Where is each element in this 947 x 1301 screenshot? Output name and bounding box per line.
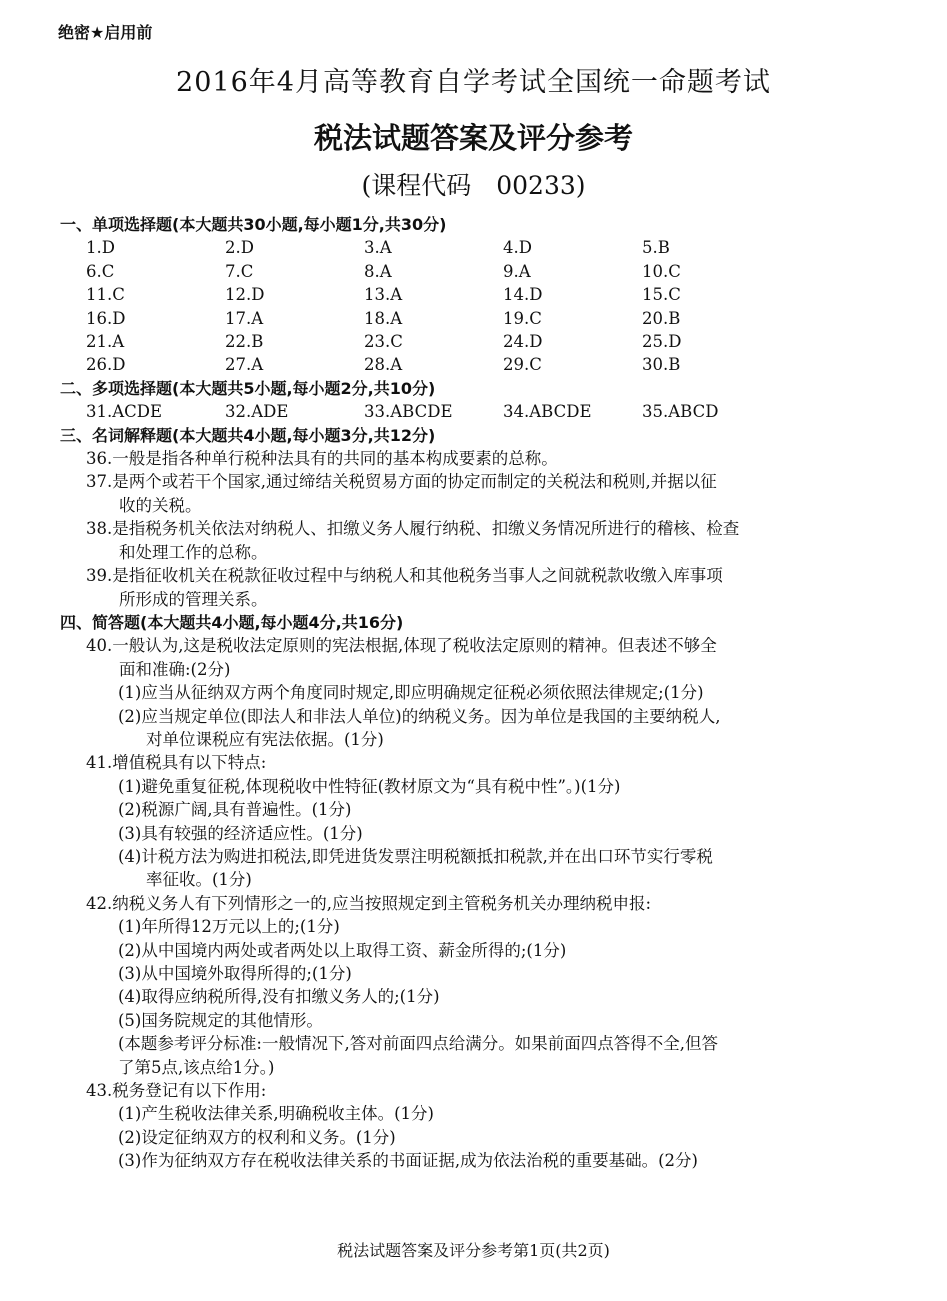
answer-text-continued: 所形成的管理关系。 bbox=[119, 589, 268, 609]
answer-text: (4)计税方法为购进扣税法,即凭进货发票注明税额抵扣税款,并在出口环节实行零税 bbox=[118, 846, 713, 866]
answer-item: 2.D bbox=[225, 238, 254, 258]
answer-text-continued: 面和准确:(2分) bbox=[119, 659, 231, 679]
answer-41-point-1 bbox=[60, 775, 860, 798]
answer-text: 43.税务登记有以下作用: bbox=[86, 1081, 267, 1101]
answer-text: (4)取得应纳税所得,没有扣缴义务人的;(1分) bbox=[118, 987, 440, 1007]
answer-item: 34.ABCDE bbox=[503, 402, 592, 422]
answer-text-continued: 了第5点,该点给1分。) bbox=[118, 1057, 275, 1077]
answer-text: (3)具有较强的经济适应性。(1分) bbox=[118, 823, 363, 843]
answer-41-point-4 bbox=[60, 845, 860, 892]
course-code: (课程代码 00233) bbox=[361, 171, 586, 200]
answer-item: 4.D bbox=[503, 238, 532, 258]
document-title: 税法试题答案及评分参考 bbox=[313, 121, 633, 155]
section-heading-single-choice: 一、单项选择题(本大题共30小题,每小题1分,共30分) bbox=[60, 215, 447, 234]
answer-text: 38.是指税务机关依法对纳税人、扣缴义务人履行纳税、扣缴义务情况所进行的稽核、检查 bbox=[86, 519, 740, 539]
answer-item: 10.C bbox=[642, 261, 681, 281]
answer-text: (2)应当规定单位(即法人和非法人单位)的纳税义务。因为单位是我国的主要纳税人, bbox=[118, 706, 721, 726]
answer-text: 41.增值税具有以下特点: bbox=[86, 753, 267, 773]
answer-item: 16.D bbox=[86, 308, 126, 328]
answer-item: 31.ACDE bbox=[86, 402, 163, 422]
answer-text: (1)避免重复征税,体现税收中性特征(教材原文为“具有税中性”。)(1分) bbox=[118, 776, 621, 796]
answer-item: 14.D bbox=[503, 285, 543, 305]
answer-item: 29.C bbox=[503, 355, 542, 375]
answer-43-point-1 bbox=[60, 1102, 860, 1125]
answer-40-point-2 bbox=[60, 705, 860, 752]
answer-item: 3.A bbox=[364, 238, 392, 258]
answer-item: 23.C bbox=[364, 332, 403, 352]
answer-item: 11.C bbox=[86, 285, 125, 305]
answer-41-point-2 bbox=[60, 798, 860, 821]
answer-item: 17.A bbox=[225, 308, 264, 328]
answer-42-scoring-note bbox=[60, 1032, 860, 1079]
answer-text: (1)产生税收法律关系,明确税收主体。(1分) bbox=[118, 1104, 434, 1124]
answer-39 bbox=[60, 564, 860, 611]
answer-item: 19.C bbox=[503, 308, 542, 328]
answer-text: 39.是指征收机关在税款征收过程中与纳税人和其他税务当事人之间就税款收缴入库事项 bbox=[86, 566, 723, 586]
answer-text: 36.一般是指各种单行税种法具有的共同的基本构成要素的总称。 bbox=[86, 449, 558, 469]
answer-text: (3)作为征纳双方存在税收法律关系的书面证据,成为依法治税的重要基础。(2分) bbox=[118, 1151, 698, 1171]
answer-item: 15.C bbox=[642, 285, 681, 305]
answer-42-point-1 bbox=[60, 915, 860, 938]
answer-item: 22.B bbox=[225, 332, 264, 352]
answer-42-point-5 bbox=[60, 1009, 860, 1032]
exam-title: 2016年4月高等教育自学考试全国统一命题考试 bbox=[176, 67, 771, 98]
answer-text: (2)设定征纳双方的权利和义务。(1分) bbox=[118, 1127, 396, 1147]
answer-37 bbox=[60, 470, 860, 517]
answer-43 bbox=[60, 1079, 860, 1102]
answer-42-point-4 bbox=[60, 985, 860, 1008]
answer-43-point-3 bbox=[60, 1149, 860, 1172]
answer-text-continued: 对单位课税应有宪法依据。(1分) bbox=[146, 729, 384, 749]
answer-text: (1)年所得12万元以上的;(1分) bbox=[118, 917, 340, 937]
answer-item: 5.B bbox=[642, 238, 670, 258]
section-heading-short-answer: 四、简答题(本大题共4小题,每小题4分,共16分) bbox=[60, 612, 404, 632]
answer-text: 40.一般认为,这是税收法定原则的宪法根据,体现了税收法定原则的精神。但表述不够全 bbox=[86, 636, 717, 656]
answer-38 bbox=[60, 517, 860, 564]
answer-item: 1.D bbox=[86, 238, 115, 258]
answer-item: 7.C bbox=[225, 261, 254, 281]
confidential-mark: 绝密★启用前 bbox=[58, 23, 153, 42]
answer-42-point-2 bbox=[60, 939, 860, 962]
answer-item: 28.A bbox=[364, 355, 403, 375]
answer-item: 30.B bbox=[642, 355, 681, 375]
answer-36 bbox=[60, 447, 860, 470]
answer-text-continued: 收的关税。 bbox=[119, 495, 202, 515]
answer-item: 6.C bbox=[86, 261, 115, 281]
answer-text: (1)应当从征纳双方两个角度同时规定,即应明确规定征税必须依照法律规定;(1分) bbox=[118, 683, 704, 703]
answer-40 bbox=[60, 634, 860, 681]
answer-item: 20.B bbox=[642, 308, 681, 328]
answer-43-point-2 bbox=[60, 1126, 860, 1149]
answer-item: 35.ABCD bbox=[642, 402, 719, 422]
answer-42-point-3 bbox=[60, 962, 860, 985]
single-choice-answers bbox=[60, 236, 860, 376]
answer-41-point-3 bbox=[60, 822, 860, 845]
answer-item: 25.D bbox=[642, 332, 682, 352]
answer-text: (2)从中国境内两处或者两处以上取得工资、薪金所得的;(1分) bbox=[118, 940, 567, 960]
answer-text: (2)税源广阔,具有普遍性。(1分) bbox=[118, 800, 352, 820]
answer-text: (3)从中国境外取得所得的;(1分) bbox=[118, 964, 352, 983]
answer-text: 42.纳税义务人有下列情形之一的,应当按照规定到主管税务机关办理纳税申报: bbox=[86, 893, 652, 913]
answer-40-point-1 bbox=[60, 681, 860, 704]
answer-item: 8.A bbox=[364, 261, 392, 281]
answer-text: 37.是两个或若干个国家,通过缔结关税贸易方面的协定而制定的关税法和税则,并据以征 bbox=[86, 472, 717, 492]
answer-content bbox=[60, 213, 860, 1173]
answer-item: 26.D bbox=[86, 355, 126, 375]
answer-item: 32.ADE bbox=[225, 402, 289, 422]
section-heading-multiple-choice: 二、多项选择题(本大题共5小题,每小题2分,共10分) bbox=[60, 378, 436, 398]
section-heading-definitions: 三、名词解释题(本大题共4小题,每小题3分,共12分) bbox=[60, 425, 436, 445]
answer-item: 27.A bbox=[225, 355, 264, 375]
answer-41 bbox=[60, 751, 860, 774]
answer-item: 12.D bbox=[225, 285, 265, 305]
page-footer: 税法试题答案及评分参考第1页(共2页) bbox=[337, 1241, 610, 1260]
answer-text: (5)国务院规定的其他情形。 bbox=[118, 1010, 323, 1030]
answer-text-continued: 率征收。(1分) bbox=[146, 870, 252, 890]
answer-item: 18.A bbox=[364, 308, 403, 328]
answer-item: 21.A bbox=[86, 332, 125, 352]
multiple-choice-answers bbox=[60, 400, 860, 423]
answer-item: 24.D bbox=[503, 332, 543, 352]
answer-item: 13.A bbox=[364, 285, 403, 305]
answer-item: 33.ABCDE bbox=[364, 402, 453, 422]
answer-text: (本题参考评分标准:一般情况下,答对前面四点给满分。如果前面四点答得不全,但答 bbox=[118, 1034, 718, 1054]
answer-42 bbox=[60, 892, 860, 915]
answer-item: 9.A bbox=[503, 261, 531, 281]
answer-text-continued: 和处理工作的总称。 bbox=[119, 542, 268, 562]
